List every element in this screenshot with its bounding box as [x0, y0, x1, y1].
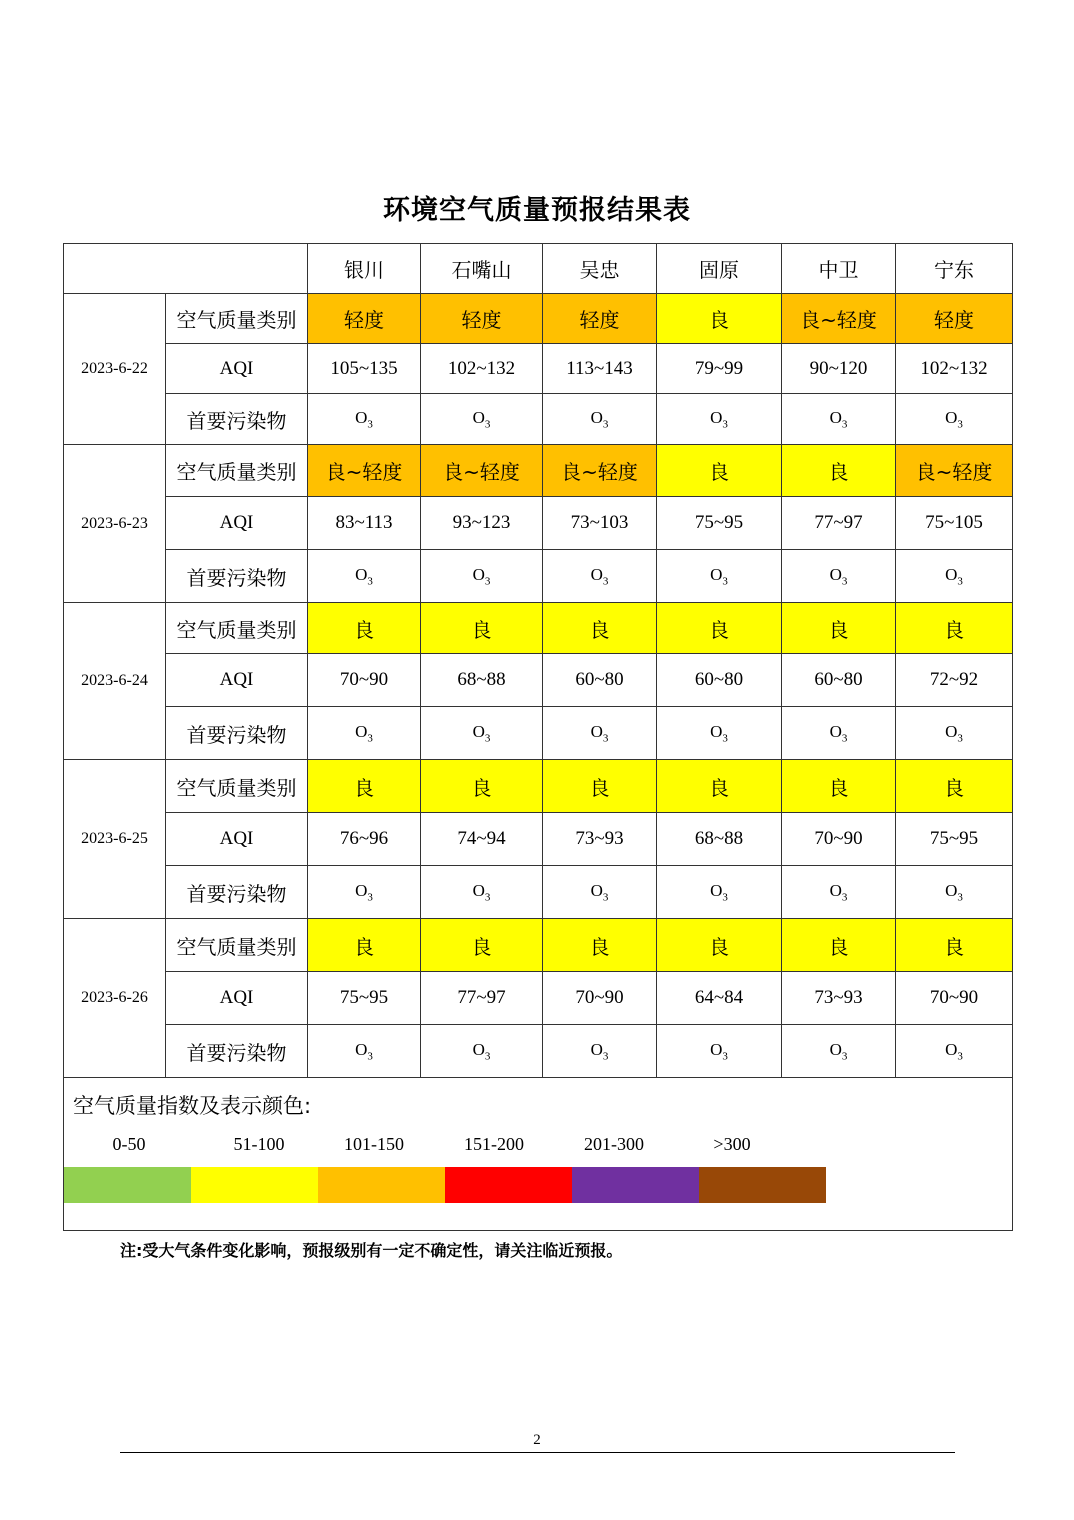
- pollutant-symbol: O: [355, 721, 368, 741]
- legend-color-swatch: [64, 1167, 191, 1203]
- pollutant-row: [64, 866, 1013, 919]
- pollutant-subscript: 3: [841, 891, 848, 904]
- pollutant-subscript: 3: [602, 732, 609, 745]
- category-row: [64, 603, 1013, 654]
- aqi-cell: 70~90: [308, 654, 421, 707]
- pollutant-subscript: 3: [722, 418, 728, 431]
- pollutant-row: [64, 707, 1013, 760]
- category-row: [64, 760, 1013, 813]
- category-row: [64, 294, 1013, 344]
- aqi-cell: 74~94: [421, 813, 543, 866]
- page-number: 2: [533, 1432, 541, 1448]
- pollutant-symbol: O: [710, 1039, 723, 1059]
- pollutant-subscript: 3: [602, 418, 609, 431]
- legend-color-swatch: [699, 1167, 826, 1203]
- pollutant-subscript: 3: [367, 732, 373, 745]
- pollutant-subscript: 3: [841, 575, 848, 588]
- pollutant-row-label: 首要污染物: [166, 707, 308, 760]
- pollutant-cell: [421, 394, 543, 445]
- aqi-cell: 70~90: [896, 972, 1013, 1025]
- pollutant-cell: [308, 866, 421, 919]
- category-cell: 良~轻度: [896, 445, 1013, 497]
- pollutant-cell: [308, 707, 421, 760]
- pollutant-subscript: 3: [957, 418, 963, 431]
- aqi-cell: 77~97: [421, 972, 543, 1025]
- pollutant-cell: [896, 1025, 1013, 1078]
- pollutant-subscript: 3: [367, 891, 373, 904]
- pollutant-symbol: O: [945, 407, 958, 427]
- pollutant-symbol: O: [472, 1039, 485, 1059]
- pollutant-symbol: O: [355, 564, 368, 584]
- pollutant-subscript: 3: [722, 575, 728, 588]
- category-row-label: 空气质量类别: [166, 919, 308, 972]
- category-cell: 良: [782, 603, 896, 654]
- aqi-cell: 64~84: [657, 972, 782, 1025]
- pollutant-symbol: O: [710, 880, 723, 900]
- category-row: [64, 919, 1013, 972]
- pollutant-cell: [782, 707, 896, 760]
- pollutant-symbol: O: [829, 1039, 842, 1059]
- pollutant-cell: [421, 866, 543, 919]
- pollutant-cell: [782, 394, 896, 445]
- pollutant-subscript: 3: [722, 732, 728, 745]
- pollutant-subscript: 3: [484, 732, 491, 745]
- aqi-color-legend: [64, 1078, 1013, 1231]
- pollutant-symbol: O: [355, 407, 368, 427]
- pollutant-cell: [782, 550, 896, 603]
- forecast-date: 2023-6-25: [64, 760, 166, 919]
- category-cell: 轻度: [421, 294, 543, 344]
- category-cell: 良: [543, 603, 657, 654]
- pollutant-symbol: O: [590, 564, 603, 584]
- aqi-cell: 75~105: [896, 497, 1013, 550]
- pollutant-subscript: 3: [484, 1050, 491, 1063]
- category-cell: 良: [308, 760, 421, 813]
- aqi-row: [64, 654, 1013, 707]
- pollutant-subscript: 3: [957, 575, 963, 588]
- city-header: 中卫: [782, 244, 896, 294]
- forecast-note: 注:受大气条件变化影响，预报级别有一定不确定性，请关注临近预报。: [120, 1241, 623, 1260]
- category-cell: 良~轻度: [421, 445, 543, 497]
- pollutant-cell: [421, 1025, 543, 1078]
- aqi-row-label: AQI: [166, 654, 308, 707]
- pollutant-symbol: O: [710, 407, 723, 427]
- pollutant-cell: [896, 866, 1013, 919]
- pollutant-subscript: 3: [367, 575, 373, 588]
- pollutant-symbol: O: [945, 721, 958, 741]
- pollutant-cell: [896, 550, 1013, 603]
- pollutant-cell: [543, 1025, 657, 1078]
- pollutant-cell: [543, 550, 657, 603]
- aqi-cell: 105~135: [308, 344, 421, 394]
- pollutant-symbol: O: [590, 1039, 603, 1059]
- pollutant-subscript: 3: [484, 418, 491, 431]
- footer-rule: [120, 1452, 955, 1453]
- aqi-row: [64, 972, 1013, 1025]
- category-cell: 良: [782, 760, 896, 813]
- aqi-cell: 75~95: [896, 813, 1013, 866]
- pollutant-symbol: O: [590, 880, 603, 900]
- pollutant-symbol: O: [945, 880, 958, 900]
- category-cell: 良~轻度: [543, 445, 657, 497]
- pollutant-subscript: 3: [957, 732, 963, 745]
- city-header: 固原: [657, 244, 782, 294]
- pollutant-subscript: 3: [722, 1050, 728, 1063]
- legend-color-swatch: [191, 1167, 318, 1203]
- pollutant-symbol: O: [355, 880, 368, 900]
- aqi-row-label: AQI: [166, 344, 308, 394]
- pollutant-cell: [421, 550, 543, 603]
- aqi-row: [64, 813, 1013, 866]
- pollutant-symbol: O: [472, 721, 485, 741]
- category-cell: 良: [896, 603, 1013, 654]
- pollutant-cell: [657, 394, 782, 445]
- pollutant-cell: [308, 550, 421, 603]
- pollutant-row: [64, 550, 1013, 603]
- legend-color-swatch: [318, 1167, 445, 1203]
- category-cell: 良: [308, 603, 421, 654]
- pollutant-cell: [543, 866, 657, 919]
- legend-title: 空气质量指数及表示颜色:: [73, 1094, 312, 1118]
- pollutant-cell: [543, 707, 657, 760]
- pollutant-subscript: 3: [841, 732, 848, 745]
- pollutant-subscript: 3: [957, 891, 963, 904]
- category-cell: 良: [657, 919, 782, 972]
- pollutant-row-label: 首要污染物: [166, 866, 308, 919]
- pollutant-symbol: O: [710, 564, 723, 584]
- pollutant-subscript: 3: [841, 418, 848, 431]
- legend-range-label: >300: [713, 1134, 751, 1154]
- aqi-cell: 76~96: [308, 813, 421, 866]
- category-cell: 良: [657, 294, 782, 344]
- aqi-cell: 102~132: [421, 344, 543, 394]
- category-cell: 良: [896, 760, 1013, 813]
- pollutant-subscript: 3: [367, 1050, 373, 1063]
- category-cell: 良: [421, 760, 543, 813]
- aqi-row: [64, 344, 1013, 394]
- pollutant-cell: [308, 394, 421, 445]
- category-cell: 良: [657, 603, 782, 654]
- aqi-row-label: AQI: [166, 813, 308, 866]
- pollutant-cell: [308, 1025, 421, 1078]
- city-header-row: [64, 244, 1013, 294]
- pollutant-symbol: O: [945, 1039, 958, 1059]
- category-cell: 轻度: [543, 294, 657, 344]
- pollutant-row-label: 首要污染物: [166, 1025, 308, 1078]
- pollutant-subscript: 3: [484, 575, 491, 588]
- category-cell: 良: [782, 919, 896, 972]
- city-header: 银川: [308, 244, 421, 294]
- page-title: 环境空气质量预报结果表: [383, 195, 691, 226]
- city-header: 石嘴山: [421, 244, 543, 294]
- pollutant-symbol: O: [710, 721, 723, 741]
- pollutant-cell: [782, 866, 896, 919]
- pollutant-symbol: O: [829, 564, 842, 584]
- category-row-label: 空气质量类别: [166, 294, 308, 344]
- aqi-cell: 60~80: [657, 654, 782, 707]
- pollutant-symbol: O: [355, 1039, 368, 1059]
- category-cell: 良: [308, 919, 421, 972]
- header-blank-cell: [64, 244, 308, 294]
- aqi-cell: 73~93: [543, 813, 657, 866]
- category-row-label: 空气质量类别: [166, 760, 308, 813]
- legend-range-label: 101-150: [344, 1134, 404, 1154]
- pollutant-symbol: O: [472, 880, 485, 900]
- category-cell: 良~轻度: [782, 294, 896, 344]
- pollutant-cell: [657, 707, 782, 760]
- aqi-cell: 70~90: [543, 972, 657, 1025]
- aqi-cell: 60~80: [543, 654, 657, 707]
- forecast-date: 2023-6-26: [64, 919, 166, 1078]
- legend-range-label: 151-200: [464, 1134, 524, 1154]
- legend-color-swatch: [445, 1167, 572, 1203]
- pollutant-cell: [657, 550, 782, 603]
- category-cell: 良: [543, 760, 657, 813]
- aqi-cell: 83~113: [308, 497, 421, 550]
- pollutant-subscript: 3: [602, 891, 609, 904]
- pollutant-symbol: O: [472, 564, 485, 584]
- pollutant-cell: [782, 1025, 896, 1078]
- legend-range-label: 51-100: [233, 1134, 285, 1154]
- legend-color-swatch: [572, 1167, 699, 1203]
- pollutant-cell: [657, 866, 782, 919]
- category-row: [64, 445, 1013, 497]
- pollutant-row-label: 首要污染物: [166, 550, 308, 603]
- pollutant-cell: [421, 707, 543, 760]
- pollutant-row-label: 首要污染物: [166, 394, 308, 445]
- pollutant-subscript: 3: [602, 1050, 609, 1063]
- pollutant-symbol: O: [829, 880, 842, 900]
- pollutant-symbol: O: [472, 407, 485, 427]
- forecast-date: 2023-6-23: [64, 445, 166, 603]
- pollutant-symbol: O: [590, 407, 603, 427]
- aqi-cell: 72~92: [896, 654, 1013, 707]
- pollutant-cell: [657, 1025, 782, 1078]
- aqi-cell: 93~123: [421, 497, 543, 550]
- legend-row: [64, 1078, 1013, 1231]
- city-header: 宁东: [896, 244, 1013, 294]
- category-cell: 良: [782, 445, 896, 497]
- category-row-label: 空气质量类别: [166, 445, 308, 497]
- aqi-row-label: AQI: [166, 972, 308, 1025]
- category-cell: 良~轻度: [308, 445, 421, 497]
- pollutant-cell: [543, 394, 657, 445]
- aqi-cell: 73~103: [543, 497, 657, 550]
- pollutant-subscript: 3: [841, 1050, 848, 1063]
- pollutant-symbol: O: [590, 721, 603, 741]
- pollutant-cell: [896, 707, 1013, 760]
- category-cell: 良: [657, 445, 782, 497]
- category-cell: 轻度: [308, 294, 421, 344]
- city-header: 吴忠: [543, 244, 657, 294]
- aqi-row-label: AQI: [166, 497, 308, 550]
- pollutant-subscript: 3: [722, 891, 728, 904]
- pollutant-subscript: 3: [367, 418, 373, 431]
- aqi-cell: 68~88: [657, 813, 782, 866]
- legend-range-label: 201-300: [584, 1134, 644, 1154]
- aqi-row: [64, 497, 1013, 550]
- pollutant-row: [64, 394, 1013, 445]
- category-cell: 良: [896, 919, 1013, 972]
- aqi-cell: 102~132: [896, 344, 1013, 394]
- category-row-label: 空气质量类别: [166, 603, 308, 654]
- category-cell: 良: [543, 919, 657, 972]
- category-cell: 良: [657, 760, 782, 813]
- category-cell: 良: [421, 603, 543, 654]
- category-cell: 轻度: [896, 294, 1013, 344]
- category-cell: 良: [421, 919, 543, 972]
- aqi-cell: 70~90: [782, 813, 896, 866]
- pollutant-subscript: 3: [957, 1050, 963, 1063]
- aqi-cell: 73~93: [782, 972, 896, 1025]
- legend-range-label: 0-50: [112, 1134, 146, 1154]
- forecast-table: [63, 243, 1013, 1231]
- aqi-cell: 75~95: [657, 497, 782, 550]
- aqi-cell: 75~95: [308, 972, 421, 1025]
- aqi-cell: 68~88: [421, 654, 543, 707]
- forecast-date: 2023-6-22: [64, 294, 166, 445]
- pollutant-symbol: O: [829, 407, 842, 427]
- pollutant-symbol: O: [829, 721, 842, 741]
- aqi-cell: 90~120: [782, 344, 896, 394]
- pollutant-cell: [896, 394, 1013, 445]
- aqi-cell: 113~143: [543, 344, 657, 394]
- pollutant-subscript: 3: [484, 891, 491, 904]
- pollutant-subscript: 3: [602, 575, 609, 588]
- pollutant-row: [64, 1025, 1013, 1078]
- aqi-cell: 60~80: [782, 654, 896, 707]
- pollutant-symbol: O: [945, 564, 958, 584]
- aqi-cell: 79~99: [657, 344, 782, 394]
- aqi-cell: 77~97: [782, 497, 896, 550]
- forecast-date: 2023-6-24: [64, 603, 166, 760]
